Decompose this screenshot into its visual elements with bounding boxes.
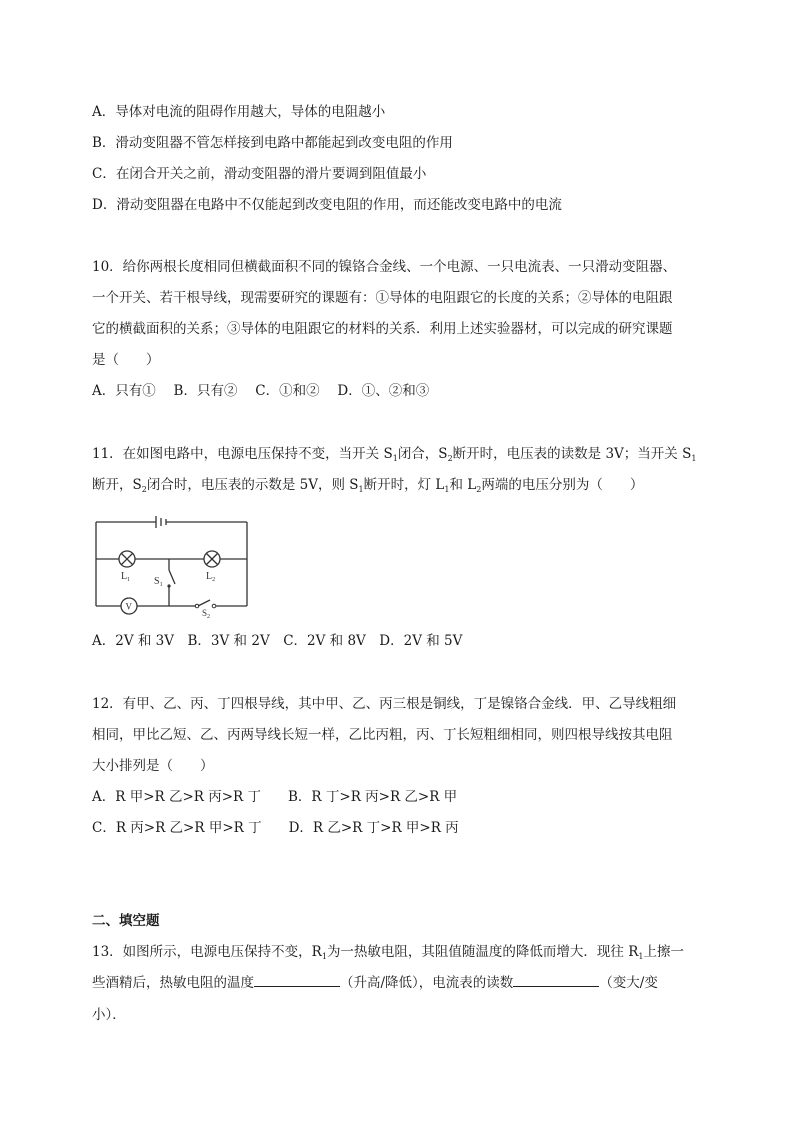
q13-text-line1: 13．如图所示，电源电压保持不变，$R_1$为一热敏电阻，其阻值随温度的降低而增大．现往 $R_1$上擦一 (92, 944, 684, 961)
q11-options: A．2V 和 3V B．3V 和 2V C．2V 和 8V D．2V 和 5V (92, 633, 463, 649)
q11-text-line2: 断开，$S_2$闭合时，电压表的示数是 5V，则 $S_1$断开时，灯 $L_1$和 $L_2$两端的电压分别为（ ） (92, 477, 644, 494)
q10-text-line4: 是（ ） (92, 352, 160, 368)
switch-s2-label: $S_2$ (202, 608, 211, 620)
q11-circuit-diagram (92, 510, 252, 620)
answer-blank-temperature[interactable] (254, 974, 340, 987)
q9-option-d: D．滑动变阻器在电路中不仅能起到改变电阻的作用，而还能改变电路中的电流 (92, 197, 562, 213)
q9-option-b: B．滑动变阻器不管怎样接到电路中都能起到改变电阻的作用 (92, 135, 453, 151)
q12-options-cd: C．R 丙>R 乙>R 甲>R 丁 D．R 乙>R 丁>R 甲>R 丙 (92, 820, 459, 836)
section-heading-fill-blank: 二、填空题 (92, 913, 160, 929)
q11-text-line1: 11．在如图电路中，电源电压保持不变，当开关 $S_1$闭合，$S_2$断开时，电压表的读数是 3V；当开关 $S_1$ (92, 446, 697, 463)
switch-s1-lever (169, 570, 175, 584)
q10-text-line2: 一个开关、若干根导线，现需要研究的课题有：①导体的电阻跟它的长度的关系；②导体的电阻跟 (92, 290, 673, 306)
q10-text-line3: 它的横截面积的关系；③导体的电阻跟它的材料的关系．利用上述实验器材，可以完成的研究课题 (92, 321, 673, 337)
q9-option-a: A．导体对电流的阻碍作用越大，导体的电阻越小 (92, 104, 386, 120)
answer-blank-ammeter[interactable] (513, 974, 599, 987)
q9-option-c: C．在闭合开关之前，滑动变阻器的滑片要调到阻值最小 (92, 166, 427, 182)
q13-text-line2: 些酒精后，热敏电阻的温度 （升高/降低），电流表的读数 （变大/变 (92, 975, 658, 991)
q12-text-line3: 大小排列是（ ） (92, 758, 214, 774)
voltmeter-label: V (125, 601, 132, 612)
switch-s2-lever (198, 600, 210, 606)
switch-s1-label: $S_1$ (154, 576, 163, 588)
q10-text-line1: 10．给你两根长度相同但横截面积不同的镍铬合金线、一个电源、一只电流表、一只滑动变阻器、 (92, 259, 677, 275)
q13-text-line3: 小）． (92, 1007, 126, 1023)
q10-options: A．只有① B．只有② C．①和② D．①、②和③ (92, 383, 430, 399)
q12-options-ab: A．R 甲>R 乙>R 丙>R 丁 B．R 丁>R 丙>R 乙>R 甲 (92, 789, 458, 805)
q12-text-line2: 相同，甲比乙短、乙、丙两导线长短一样，乙比丙粗，丙、丁长短粗细相同，则四根导线按其电阻 (92, 727, 673, 743)
lamp-l2-label: $L_2$ (206, 571, 216, 583)
lamp-l1-label: $L_1$ (121, 571, 131, 583)
q12-text-line1: 12．有甲、乙、丙、丁四根导线，其中甲、乙、丙三根是铜线，丁是镍铬合金线．甲、乙导线粗细 (92, 696, 677, 712)
